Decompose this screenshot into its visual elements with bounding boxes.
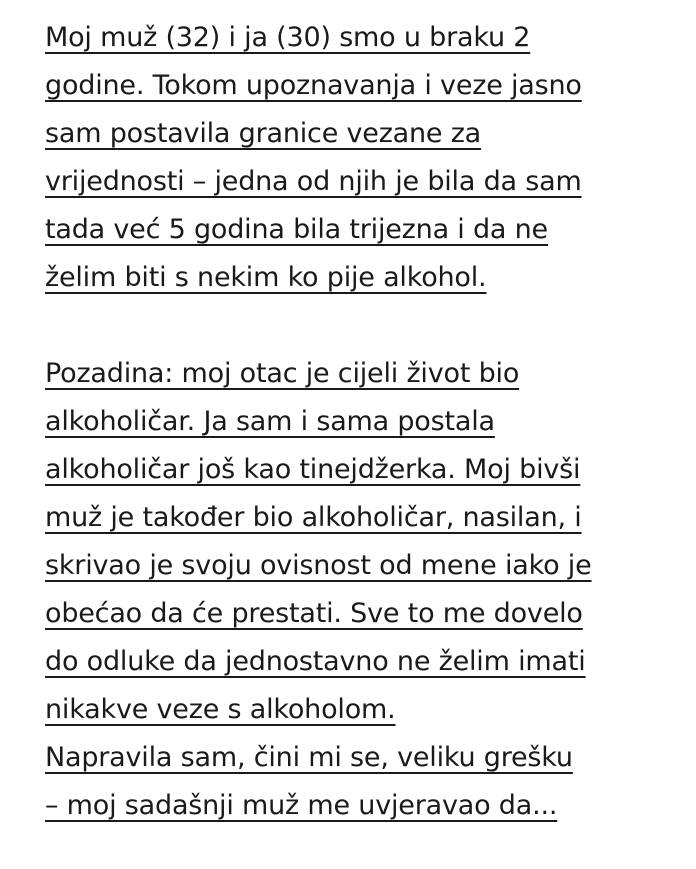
text-line: obećao da će prestati. Sve to me dovelo: [45, 598, 583, 629]
text-line: Moj muž (32) i ja (30) smo u braku 2: [45, 22, 531, 53]
paragraph-intro: [45, 14, 665, 302]
story-text: [45, 14, 665, 830]
paragraph-gap: [45, 302, 665, 350]
text-line: – moj sadašnji muž me uvjeravao da...: [45, 790, 558, 821]
text-line: do odluke da jednostavno ne želim imati: [45, 646, 586, 677]
paragraph-background: [45, 350, 665, 830]
text-line: godine. Tokom upoznavanja i veze jasno: [45, 70, 582, 101]
text-line: tada već 5 godina bila trijezna i da ne: [45, 214, 548, 245]
text-line: alkoholičar još kao tinejdžerka. Moj bivši: [45, 454, 581, 485]
text-line: sam postavila granice vezane za: [45, 118, 482, 149]
text-line: alkoholičar. Ja sam i sama postala: [45, 406, 495, 437]
text-line: Napravila sam, čini mi se, veliku grešku: [45, 742, 573, 773]
text-line: Pozadina: moj otac je cijeli život bio: [45, 358, 520, 389]
text-line: nikakve veze s alkoholom.: [45, 694, 396, 725]
text-line: želim biti s nekim ko pije alkohol.: [45, 262, 487, 293]
text-line: vrijednosti – jedna od njih je bila da sam: [45, 166, 582, 197]
text-line: skrivao je svoju ovisnost od mene iako je: [45, 550, 592, 581]
text-line: muž je također bio alkoholičar, nasilan, i: [45, 502, 582, 533]
